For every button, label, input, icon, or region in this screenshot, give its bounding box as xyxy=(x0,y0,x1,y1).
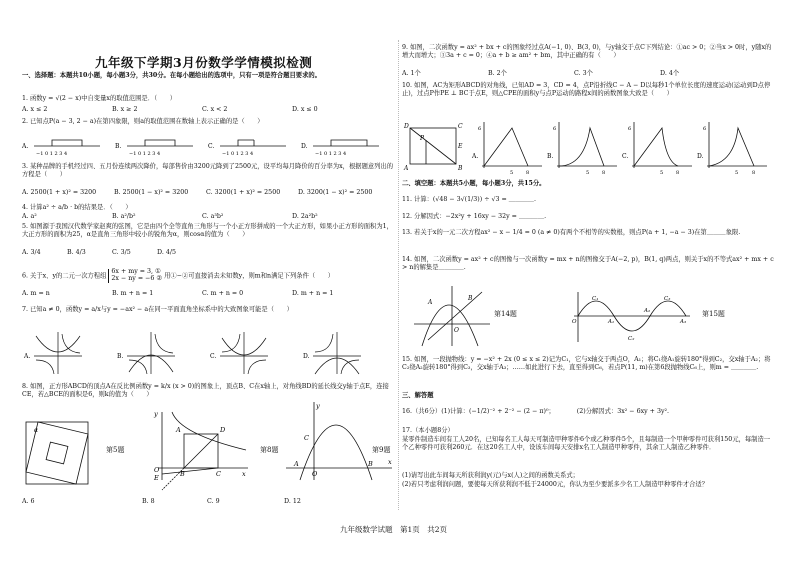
svg-text:5: 5 xyxy=(510,170,514,176)
q10-option-b: B. xyxy=(547,153,554,160)
svg-text:y: y xyxy=(154,410,158,418)
q6-option-a: A. m = n xyxy=(22,290,50,297)
q8-option-b: B. 8 xyxy=(142,498,155,505)
svg-text:6: 6 xyxy=(553,126,557,132)
q6-option-b: B. m + n = 1 xyxy=(112,290,154,297)
svg-text:D: D xyxy=(220,426,226,434)
svg-text:A₁: A₁ xyxy=(608,319,615,325)
q10-option-a: A. xyxy=(472,153,479,160)
q1-option-c: C. x < 2 xyxy=(202,106,228,113)
q4-option-d: D. 2a²b² xyxy=(292,213,318,220)
question-17-head: 17.（本小题8分） xyxy=(402,427,454,434)
q9-option-d: D. 4个 xyxy=(660,70,680,77)
svg-text:C: C xyxy=(304,434,309,442)
q7-option-a: A. xyxy=(24,353,31,360)
q8-option-d: D. 12 xyxy=(284,498,301,505)
figure-8-square-diagram xyxy=(150,410,250,485)
section-3-heading: 三、解答题 xyxy=(402,392,434,399)
page-footer: 九年级数学试题 第1页 共2页 xyxy=(340,525,448,534)
question-7: 7. 已知a ≠ 0，函数y = a/x与y = −ax² − a在同一平面直角坐标系中的大致图象可能是（ ） xyxy=(22,306,293,313)
column-divider xyxy=(398,40,399,510)
q1-option-a: A. x ≤ 2 xyxy=(22,106,48,113)
question-4: 4. 计算a² ÷ a/b · b的结果是．（ ） xyxy=(22,204,132,211)
svg-text:6: 6 xyxy=(703,126,707,132)
question-6: 6. 关于x、y的二元一次方程组 6x + my = 3, ① 2x − ny = −6 ② 用①−②可直接消去未知数y，则m和n满足下列条件（ ） xyxy=(22,268,335,282)
svg-text:B: B xyxy=(458,165,463,172)
svg-text:O: O xyxy=(454,327,459,334)
page-title: 九年级下学期3月份数学学情模拟检测 xyxy=(95,55,313,70)
q9-option-c: C. 3个 xyxy=(574,70,593,77)
svg-text:5: 5 xyxy=(660,170,664,176)
svg-text:5: 5 xyxy=(735,170,739,176)
figure-9-label: 第9题 xyxy=(372,446,391,454)
q7-option-b: B. xyxy=(117,353,124,360)
question-1: 1. 函数y = √(2 − x)中自变量x的取值范围是．（ ） xyxy=(22,95,177,102)
svg-text:C: C xyxy=(216,470,221,478)
q5-option-a: A. 3/4 xyxy=(22,249,41,256)
svg-text:O: O xyxy=(572,319,577,325)
question-3: 3. 某种品牌的手机经过四、五月份连续两次降价，每部售价由3200元降到了2500元，设平均每月降价的百分率为x，根据题意列出的方程是（ ） xyxy=(22,163,394,179)
q1-option-b: B. x ≥ 2 xyxy=(112,106,138,113)
q2-ticks-b: −1 0 1 2 3 4 xyxy=(129,151,161,157)
q2-option-c: C. xyxy=(208,143,215,150)
svg-text:B: B xyxy=(468,295,473,302)
q2-ticks-d: −1 0 1 2 3 4 xyxy=(315,151,347,157)
q4-option-b: B. a²/b² xyxy=(112,213,136,220)
svg-text:A: A xyxy=(404,165,409,172)
svg-text:E: E xyxy=(154,474,159,482)
question-2: 2. 已知点P(a − 3, 2 − a)在第四象限，则a的取值范围在数轴上表示正确的是（ ） xyxy=(22,118,264,125)
q5-option-b: B. 4/3 xyxy=(67,249,86,256)
svg-text:8: 8 xyxy=(526,170,530,176)
figure-9-parabola xyxy=(284,400,394,485)
q8-option-a: A. 6 xyxy=(22,498,35,505)
q9-option-b: B. 2个 xyxy=(488,70,507,77)
question-16: 16.（共6分）(1)计算：(−1/2)⁻² + 2⁻² − (2 − π)⁰； (2)分解因式：3x² − 6xy + 3y². xyxy=(402,408,670,415)
svg-text:O: O xyxy=(154,466,160,474)
svg-text:O: O xyxy=(312,470,318,478)
svg-text:D: D xyxy=(404,123,409,130)
question-13: 13. 若关于x的一元二次方程ax² − x − 1/4 = 0 (a ≠ 0)有两个不相等的实数根，则点P(a + 1, −a − 3)在第＿＿＿象限. xyxy=(402,229,741,236)
svg-text:6: 6 xyxy=(478,126,482,132)
q3-option-a: A. 2500(1 + x)² = 3200 xyxy=(22,189,97,196)
figure-15-graph xyxy=(572,290,692,347)
question-17-part-1: (1)请写出此车间每天所获利润y(元)与x(人)之间的函数关系式； xyxy=(402,472,579,479)
q10-graphs xyxy=(472,118,772,179)
svg-text:5: 5 xyxy=(586,170,590,176)
q6-option-d: D. m + n = 1 xyxy=(292,290,334,297)
svg-text:A: A xyxy=(176,426,181,434)
section-2-heading: 二、填空题：本题共5小题，每小题3分，共15分。 xyxy=(402,180,546,187)
figure-5-string-diagram xyxy=(24,420,104,491)
svg-text:A: A xyxy=(428,299,433,306)
q3-option-b: B. 2500(1 − x)² = 3200 xyxy=(114,189,189,196)
svg-text:y: y xyxy=(316,402,320,410)
q6-option-c: C. m + n = 0 xyxy=(202,290,244,297)
svg-text:8: 8 xyxy=(602,170,606,176)
q4-option-a: A. a² xyxy=(22,213,37,220)
figure-8-label: 第8题 xyxy=(260,446,279,454)
q5-option-c: C. 3/5 xyxy=(112,249,131,256)
q4-option-c: C. a³b² xyxy=(202,213,224,220)
figure-14-graph xyxy=(412,284,492,351)
q1-option-d: D. x ≤ 0 xyxy=(292,106,318,113)
figure-14-label: 第14题 xyxy=(494,310,517,318)
svg-text:A: A xyxy=(294,460,299,468)
question-8: 8. 如图，正方形ABCD的顶点A在反比例函数y = k/x (x > 0)的图象上，顶点B、C在x轴上，对角线BD的延长线交y轴于点E，连接CE，若△BCE的面积是6，则k的值为（ ） xyxy=(22,383,389,399)
q8-option-c: C. 9 xyxy=(207,498,220,505)
svg-text:P: P xyxy=(420,135,425,142)
figure-15-label: 第15题 xyxy=(702,310,725,318)
svg-text:E: E xyxy=(458,143,463,150)
svg-text:C₃: C₃ xyxy=(664,296,671,302)
q7-graphs xyxy=(22,328,394,379)
svg-text:x: x xyxy=(388,458,392,466)
question-5: 5. 如图源于我国汉代数学家赵爽的弦图，它是由四个全等直角三角形与一个小正方形拼成的一个大正方形，如果小正方形的面积为1，大正方形的面积为25，α是直角三角形中较小的锐角为α，则cosα的值为（ ） xyxy=(22,223,393,239)
question-12: 12. 分解因式：−2x²y + 16xy − 32y = ＿＿＿＿. xyxy=(402,213,547,220)
q3-option-c: C. 3200(1 + x)² = 2500 xyxy=(206,189,281,196)
q3-option-d: D. 3200(1 − x)² = 2500 xyxy=(298,189,373,196)
question-10: 10. 如图，AC为矩形ABCD的对角线，已知AD = 3，CD = 4，点P沿折线C − A − D以每秒1个单位长度的速度运动(运动到D点停止)，过点P作PE ⊥ BC于点E，则△CPE的面积y与点P运动的路程x间的函数图象大致是（ ） xyxy=(402,82,771,98)
section-1-heading: 一、选择题：本题共10小题，每小题3分，共30分。在每小题给出的选项中，只有一项是符合题目要求的。 xyxy=(22,72,321,79)
q7-option-c: C. xyxy=(210,353,217,360)
svg-text:A₂: A₂ xyxy=(644,308,651,314)
q5-option-d: D. 4/5 xyxy=(157,249,176,256)
question-15: 15. 如图，一段抛物线：y = −x² + 2x (0 ≤ x ≤ 2)记为C₁，它与x轴交于两点O，A₁；将C₁绕A₁旋转180°得到C₂，交x轴于A₂；将C₂绕A₂旋转180°得到C₃，交x轴于A₃；……如此进行下去，直至得到C₆，若点P(11, m)在第6段抛物线C₆上，则m = ＿＿＿＿. xyxy=(402,356,771,372)
svg-text:C: C xyxy=(458,123,463,130)
q2-ticks-a: −1 0 1 2 3 4 xyxy=(36,151,68,157)
question-14: 14. 如图，二次函数y = ax² + c的图像与一次函数y = mx + n的图像交于A(−2, p)，B(1, q)两点，则关于x的不等式ax² + mx + c > n的解集是＿＿＿＿. xyxy=(402,256,774,272)
svg-text:A₃: A₃ xyxy=(680,319,687,325)
svg-text:C₁: C₁ xyxy=(592,296,599,302)
q2-option-d: D. xyxy=(301,143,308,150)
svg-text:8: 8 xyxy=(752,170,756,176)
question-9: 9. 如图，二次函数y = ax² + bx + c的图象经过点A(−1, 0)、B(3, 0)，与y轴交于点C下列结论：①ac > 0；②当x > 0时，y随x的增大而增大；③3a + c = 0；④a + b ≥ am² + bm，其中正确的有（ ） xyxy=(402,44,772,60)
svg-text:x: x xyxy=(242,470,246,478)
q10-option-d: D. xyxy=(697,153,704,160)
figure-5-label: 第5题 xyxy=(106,446,125,454)
svg-text:B: B xyxy=(368,460,373,468)
question-17-part-2: (2)若只考虑利润问题，要使每天所获利润不低于24000元，你认为至少要派多少名工人制造甲种零件才合适？ xyxy=(402,481,709,488)
q2-number-lines xyxy=(22,136,394,158)
svg-text:B: B xyxy=(180,470,185,478)
svg-text:6: 6 xyxy=(628,126,632,132)
question-11: 11. 计算：(√48 − 3√(1/3)) ÷ √3 = ＿＿＿＿. xyxy=(402,196,536,203)
q7-option-d: D. xyxy=(303,353,310,360)
q2-ticks-c: −1 0 1 2 3 4 xyxy=(222,151,254,157)
svg-text:8: 8 xyxy=(676,170,680,176)
svg-text:α: α xyxy=(34,427,39,434)
q10-rectangle-figure xyxy=(404,122,468,175)
q9-option-a: A. 1个 xyxy=(402,70,421,77)
q10-option-c: C. xyxy=(622,153,629,160)
q2-option-a: A. xyxy=(22,143,29,150)
question-17: 某零件制造车间有工人20名，已知每名工人每天可制造甲种零件6个或乙种零件5个，且每制造一个甲种零件可获利150元，每制造一个乙种零件可获利260元．在这20名工人中，设该车间每天安排x名工人制造甲种零件，其余工人制造乙种零件． xyxy=(402,436,771,452)
svg-text:C₂: C₂ xyxy=(628,336,635,342)
q2-option-b: B. xyxy=(115,143,122,150)
